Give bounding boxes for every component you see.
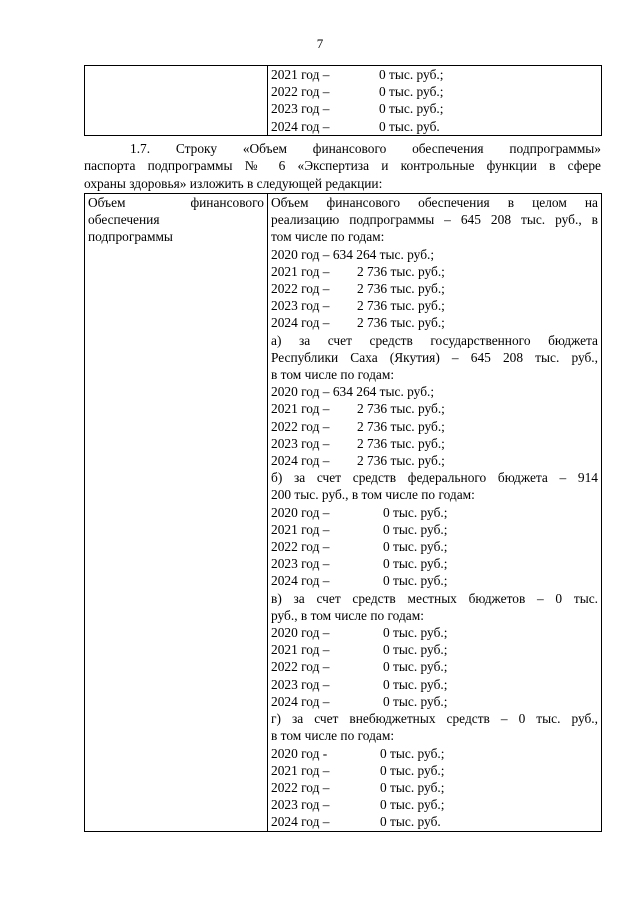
year-line bbox=[271, 555, 598, 572]
year-amount: 2 736 тыс. руб.; bbox=[357, 435, 445, 451]
year-line bbox=[271, 400, 598, 417]
year-line bbox=[271, 297, 598, 314]
year-label: 2024 год – bbox=[271, 453, 330, 469]
year-label: 2022 год – bbox=[271, 779, 330, 795]
year-line bbox=[271, 452, 598, 469]
year-label: 2024 год – bbox=[271, 315, 330, 331]
year-label: 2020 год – bbox=[271, 384, 330, 400]
row-label: Объем финансового bbox=[88, 195, 264, 210]
year-label: 2021 год – bbox=[271, 67, 330, 82]
year-label: 2023 год – bbox=[271, 676, 330, 692]
section-d-text: г) за счет внебюджетных средств – 0 тыс. руб., bbox=[271, 711, 598, 727]
year-amount: 0 тыс. руб.; bbox=[383, 659, 448, 675]
year-amount: 0 тыс. руб.; bbox=[380, 745, 445, 761]
year-line bbox=[271, 314, 598, 331]
year-line bbox=[271, 435, 598, 452]
year-label: 2021 год – bbox=[271, 263, 330, 279]
year-label: 2020 год - bbox=[271, 745, 328, 761]
year-amount: 0 тыс. руб.; bbox=[380, 797, 445, 813]
year-line bbox=[271, 83, 598, 100]
year-line bbox=[271, 658, 598, 675]
row-label: подпрограммы bbox=[88, 229, 173, 245]
year-line bbox=[271, 779, 598, 796]
row-label: обеспечения bbox=[88, 212, 160, 228]
year-amount: 0 тыс. руб.; bbox=[380, 779, 445, 795]
year-label: 2023 год – bbox=[271, 556, 330, 572]
year-line bbox=[271, 280, 598, 297]
value-cell bbox=[268, 194, 602, 832]
year-label: 2021 год – bbox=[271, 521, 330, 537]
year-label: 2023 год – bbox=[271, 435, 330, 451]
section-a-text: а) за счет средств государственного бюджета bbox=[271, 332, 598, 348]
year-line bbox=[271, 118, 598, 135]
year-amount: 0 тыс. руб. bbox=[380, 814, 441, 830]
year-label: 2022 год – bbox=[271, 659, 330, 675]
year-label: 2022 год – bbox=[271, 281, 330, 297]
year-line bbox=[271, 624, 598, 641]
year-amount: 0 тыс. руб.; bbox=[379, 101, 444, 117]
year-line bbox=[271, 572, 598, 589]
year-amount: 2 736 тыс. руб.; bbox=[357, 418, 445, 434]
paragraph-line: охраны здоровья» изложить в следующей редакции: bbox=[84, 175, 383, 191]
section-c-text: в) за счет средств местных бюджетов – 0 тыс. bbox=[271, 590, 598, 606]
year-line bbox=[271, 504, 598, 521]
year-amount: 0 тыс. руб.; bbox=[383, 625, 448, 641]
year-label: 2022 год – bbox=[271, 418, 330, 434]
year-label: 2020 год – bbox=[271, 246, 330, 262]
year-line bbox=[271, 745, 598, 762]
section-a-text: Республики Саха (Якутия) – 645 208 тыс. руб., bbox=[271, 349, 598, 365]
year-line bbox=[271, 66, 598, 83]
table-row bbox=[85, 66, 602, 136]
year-amount: 0 тыс. руб.; bbox=[383, 573, 448, 589]
amount-cell bbox=[268, 66, 602, 136]
year-line bbox=[271, 383, 598, 400]
year-amount: 0 тыс. руб.; bbox=[383, 642, 448, 658]
year-amount: 0 тыс. руб.; bbox=[383, 556, 448, 572]
year-line bbox=[271, 538, 598, 555]
page-number: 7 bbox=[316, 36, 324, 51]
year-label: 2022 год – bbox=[271, 84, 330, 100]
year-line bbox=[271, 263, 598, 280]
label-cell bbox=[85, 194, 268, 832]
year-line bbox=[271, 796, 598, 813]
total-text: Объем финансового обеспечения в целом на bbox=[271, 195, 598, 210]
year-label: 2020 год – bbox=[271, 625, 330, 641]
year-line bbox=[271, 676, 598, 693]
year-amount: 0 тыс. руб.; bbox=[383, 539, 448, 555]
year-label: 2023 год – bbox=[271, 298, 330, 314]
total-text: реализацию подпрограммы – 645 208 тыс. руб., в bbox=[271, 212, 598, 228]
continuation-table bbox=[84, 65, 602, 136]
year-line bbox=[271, 246, 598, 263]
year-label: 2024 год – bbox=[271, 118, 330, 134]
year-label: 2024 год – bbox=[271, 814, 330, 830]
year-label: 2021 год – bbox=[271, 401, 330, 417]
year-amount: 0 тыс. руб.; bbox=[379, 84, 444, 100]
year-line bbox=[271, 521, 598, 538]
year-amount: 2 736 тыс. руб.; bbox=[357, 453, 445, 469]
year-amount: 2 736 тыс. руб.; bbox=[357, 315, 445, 331]
section-c-text: руб., в том числе по годам: bbox=[271, 607, 424, 623]
year-amount: 2 736 тыс. руб.; bbox=[357, 298, 445, 314]
year-amount: 0 тыс. руб.; bbox=[383, 504, 448, 520]
year-amount: 634 264 тыс. руб.; bbox=[332, 246, 435, 262]
section-d-text: в том числе по годам: bbox=[271, 728, 395, 744]
year-line bbox=[271, 813, 598, 830]
amendment-paragraph bbox=[84, 140, 601, 192]
year-amount: 0 тыс. руб.; bbox=[379, 67, 444, 82]
year-line bbox=[271, 693, 598, 710]
year-line bbox=[271, 641, 598, 658]
financing-table bbox=[84, 193, 602, 832]
total-text: том числе по годам: bbox=[271, 229, 385, 245]
year-label: 2023 год – bbox=[271, 101, 330, 117]
year-label: 2021 год – bbox=[271, 642, 330, 658]
table-row bbox=[85, 194, 602, 832]
section-a-text: в том числе по годам: bbox=[271, 367, 395, 383]
year-amount: 0 тыс. руб.; bbox=[383, 676, 448, 692]
year-amount: 0 тыс. руб.; bbox=[383, 693, 448, 709]
year-label: 2024 год – bbox=[271, 573, 330, 589]
year-label: 2020 год – bbox=[271, 504, 330, 520]
section-b-text: б) за счет средств федерального бюджета – 914 bbox=[271, 470, 598, 486]
section-b-text: 200 тыс. руб., в том числе по годам: bbox=[271, 487, 475, 503]
year-line bbox=[271, 762, 598, 779]
year-amount: 2 736 тыс. руб.; bbox=[357, 281, 445, 297]
year-label: 2022 год – bbox=[271, 539, 330, 555]
paragraph-line: паспорта подпрограммы № 6 «Экспертиза и контрольные функции в сфере bbox=[84, 158, 601, 174]
year-amount: 0 тыс. руб.; bbox=[383, 521, 448, 537]
year-amount: 2 736 тыс. руб.; bbox=[357, 401, 445, 417]
year-label: 2021 год – bbox=[271, 762, 330, 778]
year-amount: 0 тыс. руб.; bbox=[380, 762, 445, 778]
year-label: 2023 год – bbox=[271, 797, 330, 813]
year-amount: 0 тыс. руб. bbox=[379, 118, 440, 134]
year-label: 2024 год – bbox=[271, 693, 330, 709]
year-amount: 2 736 тыс. руб.; bbox=[357, 263, 445, 279]
year-line bbox=[271, 418, 598, 435]
year-amount: 634 264 тыс. руб.; bbox=[332, 384, 435, 400]
year-line bbox=[271, 100, 598, 117]
label-cell bbox=[85, 66, 268, 136]
paragraph-line: 1.7. Строку «Объем финансового обеспечения подпрограммы» bbox=[130, 141, 601, 156]
